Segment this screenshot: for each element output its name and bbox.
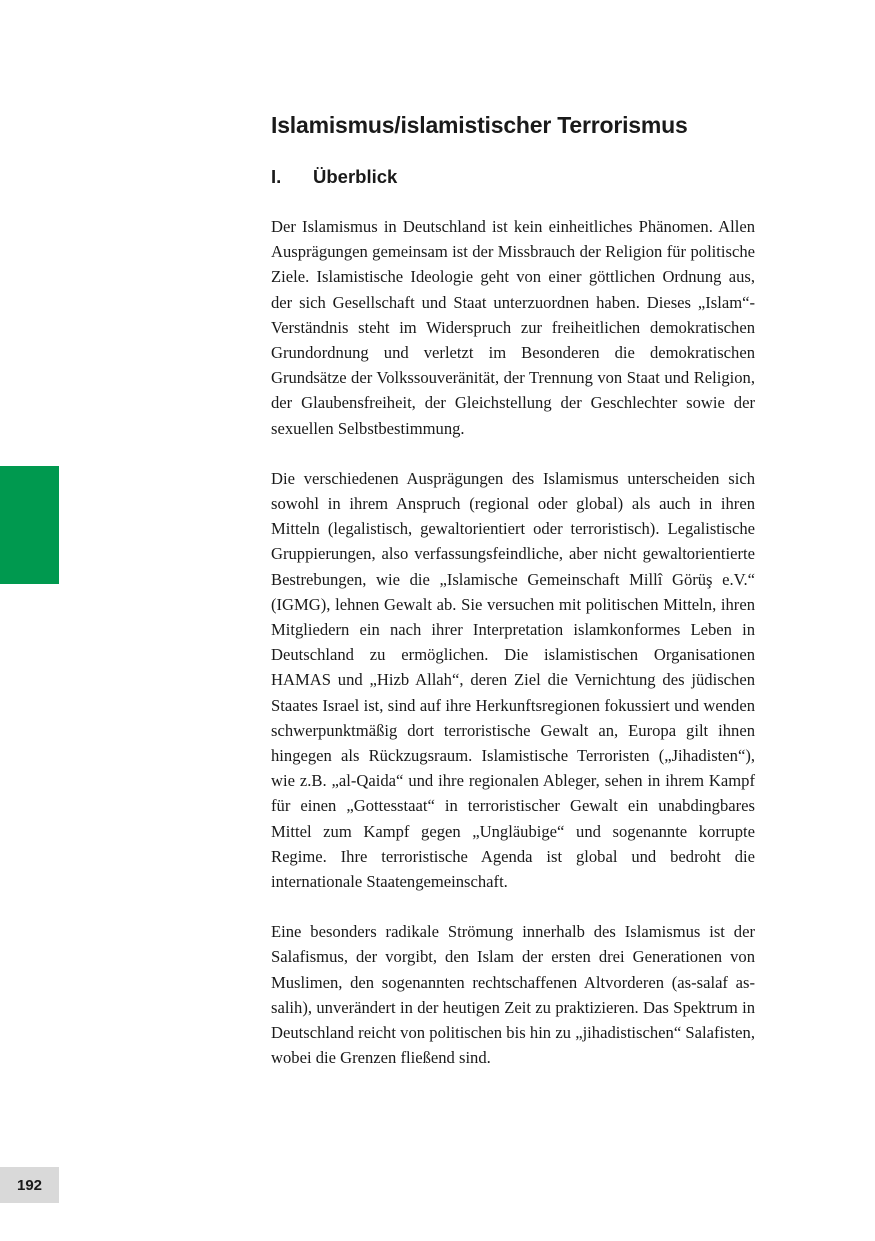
page-content [271,108,755,1071]
page-number [0,1167,59,1203]
paragraph-salafism: Eine besonders radikale Strömung innerhalb des Islamismus ist der Salafismus, der vorgibt, den Islam der ersten drei Generationen von Muslimen, den sogenannten rechtschaffenen Altvorderen (as-salaf as-salih), unverändert in der heutigen Zeit zu praktizieren. Das Spektrum in Deutschland reicht von politischen bis hin zu „jihadistischen“ Salafisten, wobei die Grenzen fließend sind. [271,922,755,1068]
chapter-color-tab [0,466,59,584]
section-number: I. [271,166,282,187]
paragraph-variants: Die verschiedenen Ausprägungen des Islamismus unterscheiden sich sowohl in ihrem Anspruch (regional oder global) als auch in ihren Mitteln (legalistisch, gewaltorientiert oder terroristisch). Legalistische Gruppierungen, also verfassungsfeindliche, aber nicht gewaltorientierte Bestrebungen, wie die „Islamische Gemeinschaft Millî Görüş e.V.“ (IGMG), lehnen Gewalt ab. Sie versuchen mit politischen Mitteln, ihren Mitgliedern ein nach ihrer Interpretation islamkonformes Leben in Deutschland zu ermöglichen. Die islamistischen Organisationen HAMAS und „Hizb Allah“, deren Ziel die Vernichtung des jüdischen Staates Israel ist, sind auf ihre Herkunftsregionen fokussiert und wenden schwerpunktmäßig dort terroristische Gewalt an, Europa gilt ihnen hingegen als Rückzugsraum. Islamistische Terroristen („Jihadisten“), wie z.B. „al-Qaida“ und ihre regionalen Ableger, sehen in ihrem Kampf für einen „Gottesstaat“ in terroristischer Gewalt ein unabdingbares Mittel zum Kampf gegen „Ungläubige“ und sogenannte korrupte Regime. Ihre terroristische Agenda ist global und bedroht die internationale Staatengemeinschaft. [271,468,755,892]
section-heading [271,164,755,190]
page-title: Islamismus/islamistischer Terrorismus [271,112,688,138]
page-number-text: 192 [16,1176,43,1194]
paragraph-intro: Der Islamismus in Deutschland ist kein einheitliches Phänomen. Allen Ausprägungen gemeinsam ist der Missbrauch der Religion für politische Ziele. Islamistische Ideologie geht von einer göttlichen Ordnung aus, der sich Gesellschaft und Staat unterzuordnen haben. Dieses „Islam“-Verständnis steht im Widerspruch zur freiheitlichen demokratischen Grundordnung und verletzt im Besonderen die demokratischen Grundsätze der Volkssouveränität, der Trennung von Staat und Religion, der Glaubensfreiheit, der Gleichstellung der Geschlechter sowie der sexuellen Selbstbestimmung. [271,217,755,438]
section-title: Überblick [313,166,398,187]
